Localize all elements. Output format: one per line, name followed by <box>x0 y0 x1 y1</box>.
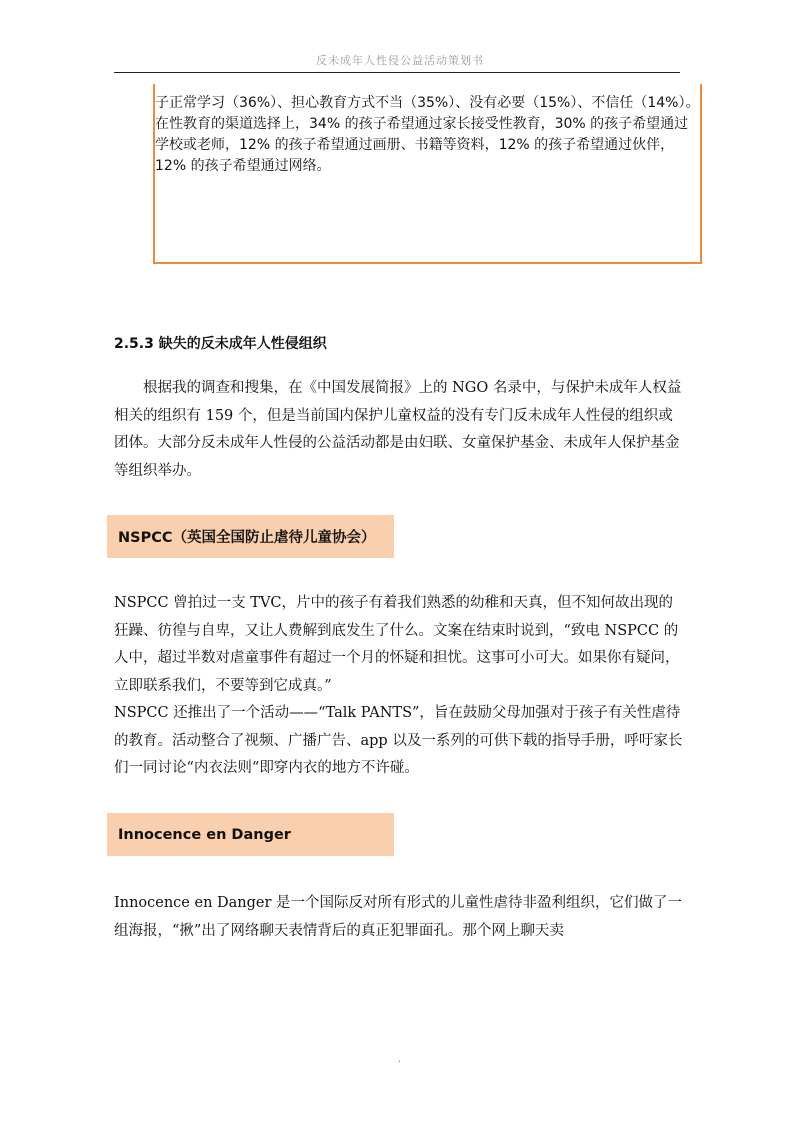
paragraph-text: 根据我的调查和搜集，在《中国发展简报》上的 NGO 名录中，与保护未成年人权益相关的组织有 159 个，但是当前国内保护儿童权益的没有专门反未成年人性侵的组织或团体。大部分反未成年人性侵的公益活动都是由妇联、女童保护基金、未成年人保护基金等组织举办。 <box>114 380 682 479</box>
nspcc-paragraph-1: NSPCC 曾拍过一支 TVC，片中的孩子有着我们熟悉的幼稚和天真，但不知何故出现的狂躁、彷徨与自卑，又让人费解到底发生了什么。文案在结束时说到，“致电 NSPCC 的人中，超过半数对虐童事件有超过一个月的怀疑和担忧。这事可小可大。如果你有疑问，立即联系我们，不要等到它成真。” <box>114 595 680 694</box>
section-paragraph <box>114 375 686 485</box>
innocence-label: Innocence en Danger <box>118 826 291 843</box>
nspcc-paragraph-2: NSPCC 还推出了一个活动——“Talk PANTS”，旨在鼓励父母加强对于孩子有关性虐待的教育。活动整合了视频、广播广告、app 以及一系列的可供下载的指导手册，呼吁家长们一同讨论“内衣法则“即穿内衣的地方不许碰。 <box>114 705 683 776</box>
callout-line: 子正常学习（36%）、担心教育方式不当（35%）、没有必要（15%）、不信任（14%）。 <box>155 95 700 111</box>
running-header: 反未成年人性侵公益活动策划书 <box>316 54 484 67</box>
nspcc-label-bar <box>107 515 394 558</box>
header-rule <box>114 72 680 73</box>
callout-line: 12% 的孩子希望通过网络。 <box>155 158 331 174</box>
callout-text <box>155 93 700 177</box>
callout-line: 在性教育的渠道选择上，34% 的孩子希望通过家长接受性教育，30% 的孩子希望通过学校或老师，12% 的孩子希望通过画册、书籍等资料，12% 的孩子希望通过伙伴， <box>155 116 689 153</box>
section-heading: 2.5.3 缺失的反未成年人性侵组织 <box>114 336 327 352</box>
nspcc-paragraphs <box>114 590 686 783</box>
innocence-label-bar <box>107 813 394 856</box>
innocence-paragraph-text: Innocence en Danger 是一个国际反对所有形式的儿童性虐待非盈利组织，它们做了一组海报，“揪”出了网络聊天表情背后的真正犯罪面孔。那个网上聊天卖 <box>114 895 683 939</box>
innocence-paragraph <box>114 890 686 945</box>
nspcc-label: NSPCC（英国全国防止虐待儿童协会） <box>118 530 376 546</box>
footer-page-mark: . <box>398 1054 402 1065</box>
